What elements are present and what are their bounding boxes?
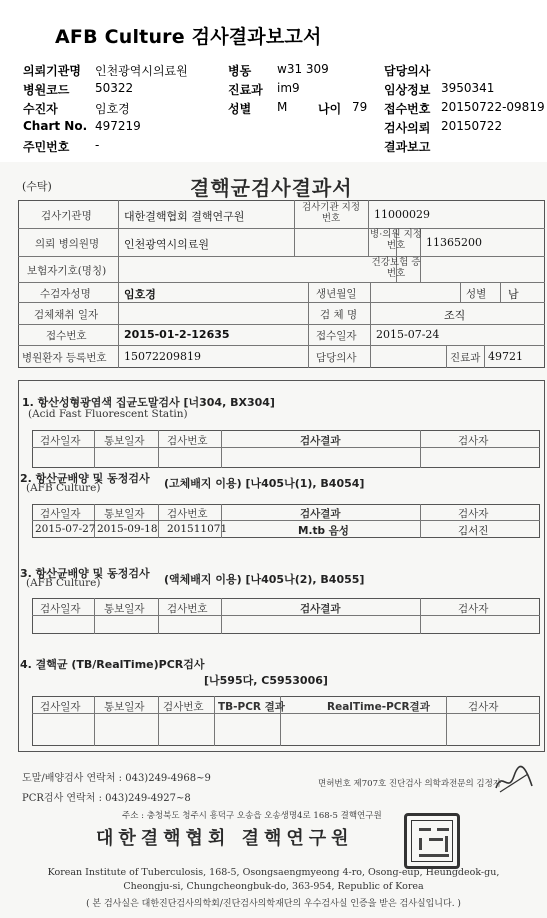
clinical-info-value: 3950341 xyxy=(441,81,495,95)
s1-h-notify: 통보일자 xyxy=(104,435,145,447)
lab-designation-label: 검사기관 지정번호 xyxy=(301,202,361,224)
s2-row-result: M.tb 음성 xyxy=(298,525,349,537)
receipt-no-report: 2015-01-2-12635 xyxy=(124,328,230,341)
resident-no-label: 주민번호 xyxy=(23,140,70,154)
lab-designation-value: 11000029 xyxy=(374,208,430,221)
receipt-date-label: 접수일자 xyxy=(316,330,357,342)
certification-notice: ( 본 검사실은 대한진단검사의학회/진단검사의학재단의 우수검사실 인증을 받은 검사실입니다. ) xyxy=(86,899,461,909)
section-2-code: (고체배지 이용) [나405나(1), B4054] xyxy=(164,477,365,490)
s1-h-date: 검사일자 xyxy=(40,435,81,447)
s3-h-notify: 통보일자 xyxy=(104,603,145,615)
ward-label: 병동 xyxy=(228,64,252,78)
signature-mark xyxy=(492,764,536,798)
dept-value-report: 49721 xyxy=(488,350,523,363)
section-4-code: [나595다, C5953006] xyxy=(204,674,328,687)
patient-label: 수검자성명 xyxy=(40,288,91,300)
hospital-code-label: 병원코드 xyxy=(23,83,70,97)
sex-value-report: 남 xyxy=(508,288,519,301)
reg-no-label: 병원환자 등록번호 xyxy=(22,352,107,364)
hospital-designation-value: 11365200 xyxy=(426,236,482,249)
receipt-date-value: 2015-07-24 xyxy=(376,328,440,341)
section-3-code: (액체배지 이용) [나405나(2), B4055] xyxy=(164,573,365,586)
institution-label: 의뢰기관명 xyxy=(23,64,81,78)
lab-name-value: 대한결핵협회 결핵연구원 xyxy=(124,210,245,223)
report-title: 결핵균검사결과서 xyxy=(190,176,353,200)
section-2-subtitle: (AFB Culture) xyxy=(26,482,101,494)
patient-name-label: 수진자 xyxy=(23,102,58,116)
info-table xyxy=(18,200,545,368)
department-value: im9 xyxy=(277,81,300,95)
specimen-label: 검 체 명 xyxy=(320,309,358,321)
req-hospital-value: 인천광역시의료원 xyxy=(124,238,210,251)
patient-name-value: 임호경 xyxy=(95,102,130,116)
s2-h-date: 검사일자 xyxy=(40,508,81,520)
specimen-value: 조직 xyxy=(444,309,466,322)
s2-h-number: 검사번호 xyxy=(167,508,208,520)
collect-date-label: 검체채취 일자 xyxy=(34,309,99,321)
section-2-title: 2. 항산균배양 및 동정검사 xyxy=(20,472,150,485)
english-address-2: Cheongju-si, Chungcheongbuk-do, 363-954, Republic of Korea xyxy=(123,881,424,892)
s3-h-result: 검사결과 xyxy=(300,603,341,615)
s2-h-tester: 검사자 xyxy=(458,508,489,520)
s4-h-realtime: RealTime-PCR결과 xyxy=(327,701,430,713)
section-4-title: 4. 결핵균 (TB/RealTime)PCR검사 xyxy=(20,658,205,671)
receipt-label: 접수번호 xyxy=(46,330,87,342)
s1-h-number: 검사번호 xyxy=(167,435,208,447)
institution-value: 인천광역시의료원 xyxy=(95,64,188,78)
ward-value: w31 309 xyxy=(277,62,329,76)
department-label: 진료과 xyxy=(228,83,263,97)
receipt-no-value: 20150722-09819 xyxy=(441,100,545,114)
sex-label: 성별 xyxy=(228,102,252,116)
consignment-tag: (수탁) xyxy=(22,180,52,193)
resident-no-value: - xyxy=(95,138,100,152)
s3-h-date: 검사일자 xyxy=(40,603,81,615)
contact-pcr: PCR검사 연락처 : 043)249-4927~8 xyxy=(22,793,191,804)
lab-name-label: 검사기관명 xyxy=(41,210,92,222)
scanned-report xyxy=(0,162,547,918)
reg-no-value: 15072209819 xyxy=(124,350,201,363)
hospital-designation-label: 병·의원 지정번호 xyxy=(370,229,422,251)
organization-name: 대한결핵협회 결핵연구원 xyxy=(96,828,354,849)
page-title: AFB Culture 검사결과보고서 xyxy=(55,26,322,48)
contact-culture: 도말/배양검사 연락처 : 043)249-4968~9 xyxy=(22,773,211,784)
s4-h-notify: 통보일자 xyxy=(104,701,145,713)
doctor-label-report: 담당의사 xyxy=(316,352,357,364)
chart-no-value: 497219 xyxy=(95,119,141,133)
request-date-value: 20150722 xyxy=(441,119,503,133)
birth-label: 생년월일 xyxy=(316,288,357,300)
report-header xyxy=(0,0,547,160)
license-line: 면허번호 제707호 진단검사 의학과전문의 김정자 xyxy=(318,779,502,789)
s2-row-date: 2015-07-27 xyxy=(35,523,96,535)
english-address-1: Korean Institute of Tuberculosis, 168-5, Osongsaengmyeong 4-ro, Osong-eup, Heungdeok-gu, xyxy=(47,867,500,878)
age-value: 79 xyxy=(352,100,368,114)
official-seal-icon xyxy=(404,813,460,869)
req-hospital-label: 의뢰 병의원명 xyxy=(35,238,100,250)
request-date-label: 검사의뢰 xyxy=(384,121,431,135)
address-line: 주소 : 충청북도 청주시 흥덕구 오송읍 오송생명4로 168-5 결핵연구원 xyxy=(122,811,382,821)
s2-row-tester: 김서진 xyxy=(458,525,489,537)
patient-name: 임호경 xyxy=(124,288,156,301)
s4-h-tbpcr: TB-PCR 결과 xyxy=(218,701,285,713)
section-3-subtitle: (AFB Culture) xyxy=(26,577,101,589)
clinical-info-label: 임상정보 xyxy=(384,83,431,97)
sex-label-report: 성별 xyxy=(466,288,487,300)
s3-h-number: 검사번호 xyxy=(167,603,208,615)
s1-h-tester: 검사자 xyxy=(458,435,489,447)
chart-no-label: Chart No. xyxy=(23,119,88,133)
s2-row-number: 201511071 xyxy=(167,523,228,535)
section-3-title: 3. 항산균배양 및 동정검사 xyxy=(20,567,150,580)
dept-label-report: 진료과 xyxy=(450,352,481,364)
insurance-label: 보험자기호(명칭) xyxy=(27,265,107,277)
section-1-title: 1. 항산성형광염색 집균도말검사 [너304, BX304] xyxy=(22,396,275,409)
s2-h-result: 검사결과 xyxy=(300,508,341,520)
hospital-code-value: 50322 xyxy=(95,81,134,95)
section-1-subtitle: (Acid Fast Fluorescent Statin) xyxy=(28,408,188,420)
s4-h-number: 검사번호 xyxy=(163,701,204,713)
s4-h-tester: 검사자 xyxy=(468,701,499,713)
sex-value: M xyxy=(277,100,288,114)
health-insurance-label: 건강보험 증번호 xyxy=(371,257,421,279)
s4-h-date: 검사일자 xyxy=(40,701,81,713)
result-report-label: 결과보고 xyxy=(384,140,431,154)
age-label: 나이 xyxy=(318,102,342,116)
s1-h-result: 검사결과 xyxy=(300,435,341,447)
s2-h-notify: 통보일자 xyxy=(104,508,145,520)
s2-row-notify: 2015-09-18 xyxy=(97,523,158,535)
s3-h-tester: 검사자 xyxy=(458,603,489,615)
doctor-label: 담당의사 xyxy=(384,64,431,78)
receipt-no-label: 접수번호 xyxy=(384,102,431,116)
